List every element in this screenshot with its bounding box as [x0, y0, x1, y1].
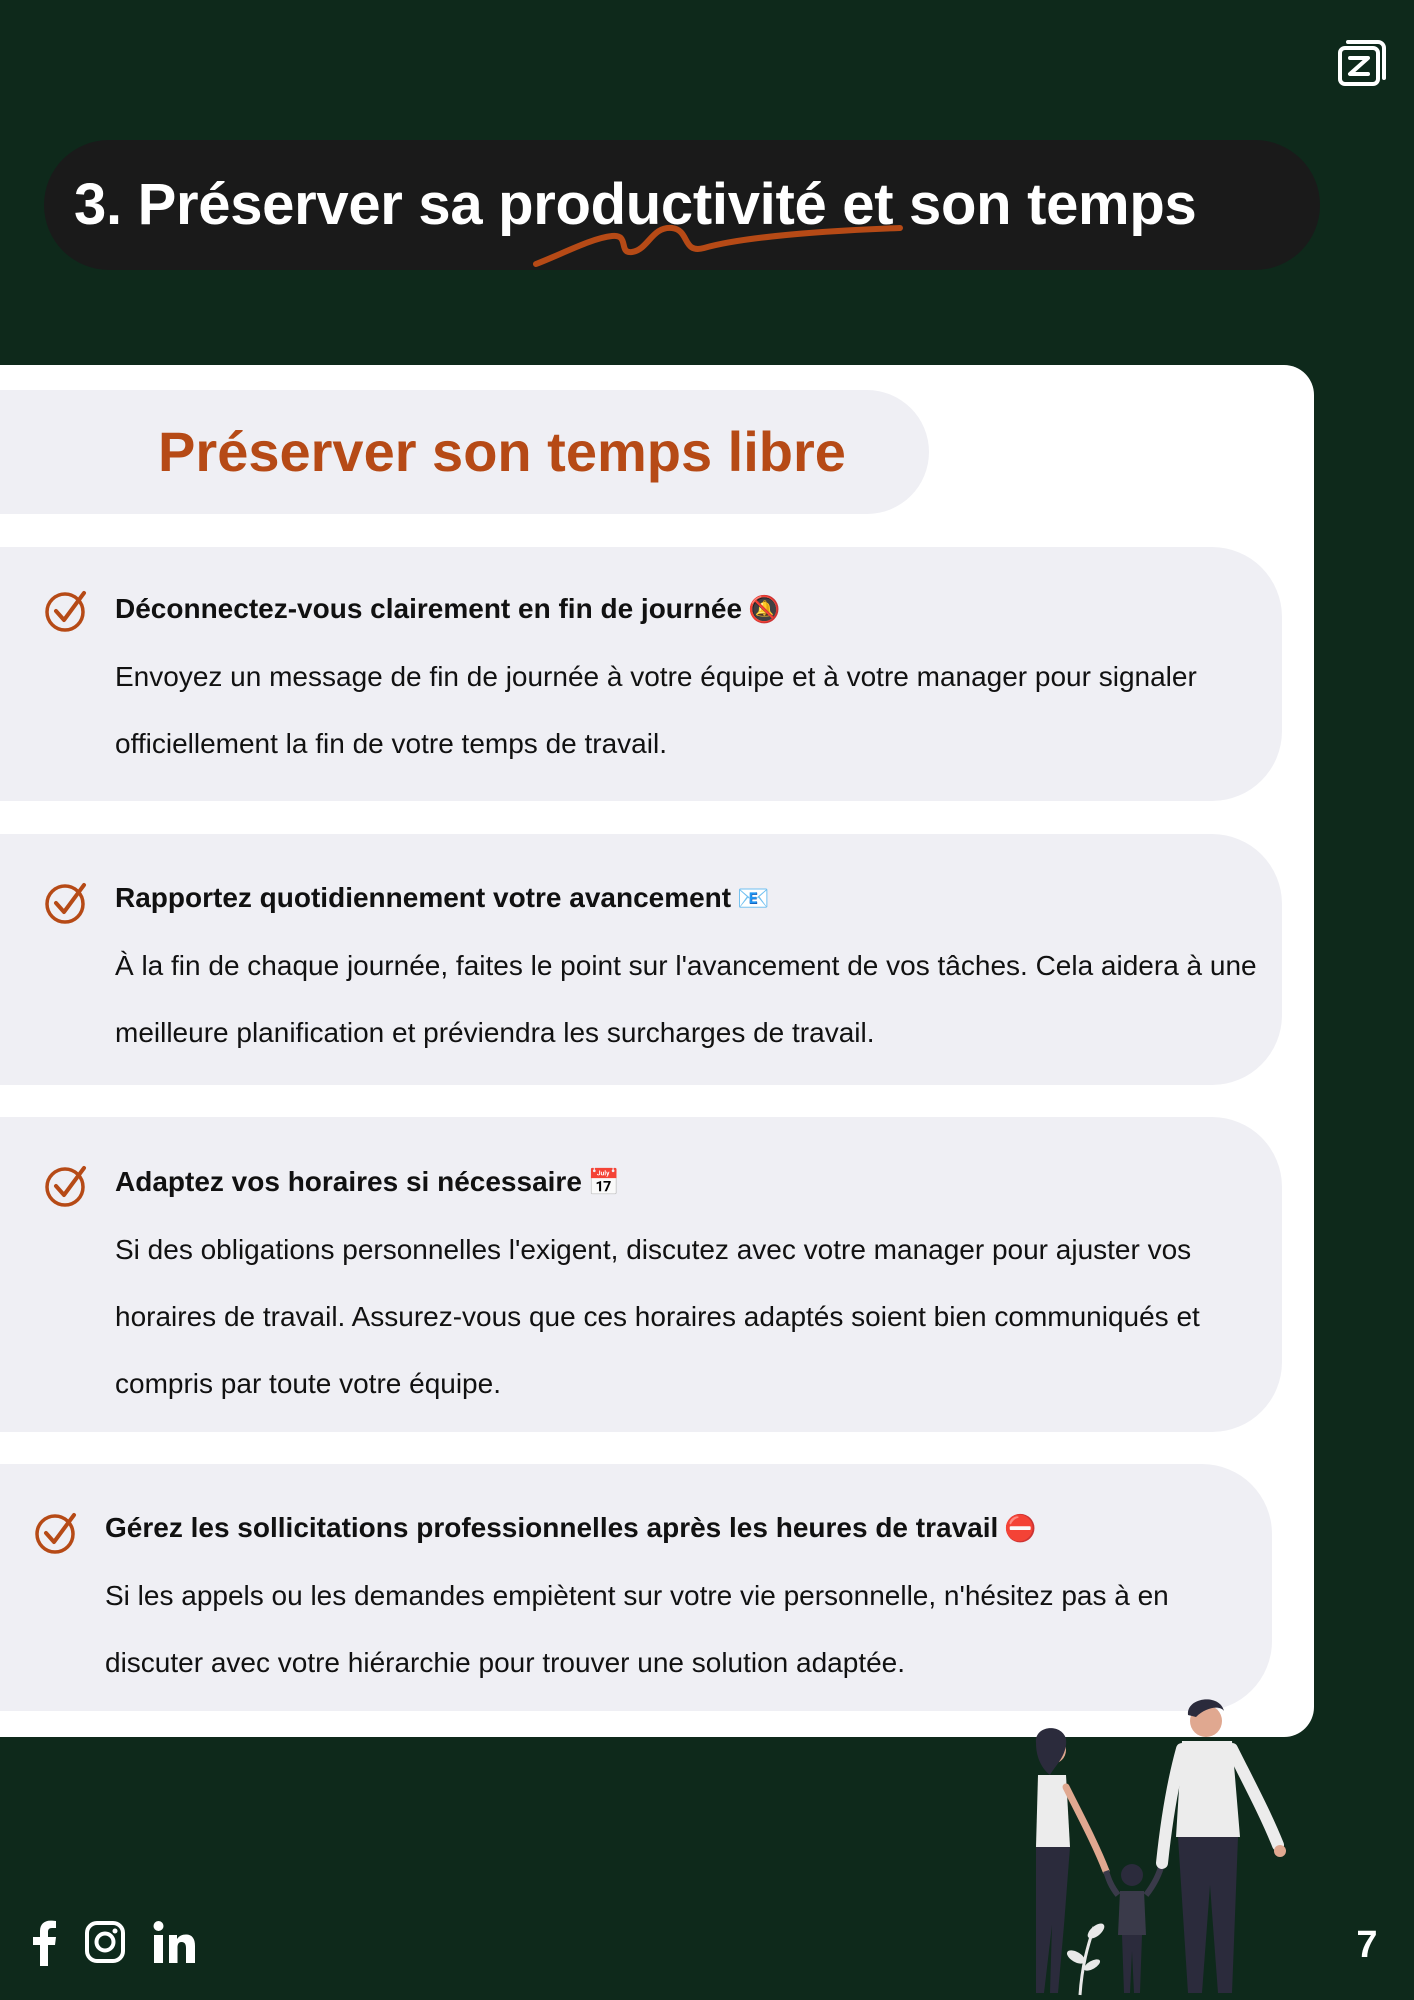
highlight-squiggle-icon: [532, 218, 904, 270]
tip-item: [0, 547, 1282, 801]
facebook-icon[interactable]: [30, 1918, 58, 1966]
tip-title-text: Adaptez vos horaires si nécessaire: [115, 1166, 582, 1197]
tip-title: [115, 1162, 620, 1202]
section-subtitle: Préserver son temps libre: [158, 420, 846, 483]
brand-logo-icon: [1334, 34, 1390, 90]
check-circle-icon: [44, 879, 90, 925]
bell-off-icon: 🔕: [748, 594, 781, 624]
check-circle-icon: [44, 587, 90, 633]
page-title-end: et son temps: [826, 172, 1197, 237]
tip-description: Envoyez un message de fin de journée à votre équipe et à votre manager pour signaler officiellement la fin de votre temps de travail.: [115, 661, 1197, 759]
check-circle-icon: [34, 1509, 80, 1555]
tip-title-text: Déconnectez-vous clairement en fin de journée: [115, 593, 743, 624]
family-illustration-icon: [1010, 1695, 1310, 2000]
tip-item: [0, 834, 1282, 1085]
page-title-highlight: productivité: [498, 172, 827, 237]
check-circle-icon: [44, 1162, 90, 1208]
linkedin-icon[interactable]: [152, 1918, 196, 1966]
no-entry-icon: ⛔: [1004, 1513, 1037, 1543]
tip-description: Si les appels ou les demandes empiètent sur votre vie personnelle, n'hésitez pas à en discuter avec votre hiérarchie pour trouver une solution adaptée.: [105, 1580, 1169, 1678]
tip-title: [115, 589, 780, 629]
page-title-start: 3. Préserver sa: [74, 172, 499, 237]
page-number: 7: [1356, 1924, 1378, 1966]
tip-description: À la fin de chaque journée, faites le point sur l'avancement de vos tâches. Cela aidera à une meilleure planification et préviendra les surcharges de travail.: [115, 950, 1257, 1048]
content-card: [0, 365, 1314, 1737]
tip-item: [0, 1117, 1282, 1432]
calendar-icon: 📅: [587, 1167, 621, 1197]
tip-title: [105, 1508, 1037, 1548]
section-subtitle-banner: [0, 390, 929, 514]
email-icon: 📧: [737, 883, 770, 913]
tip-title-text: Gérez les sollicitations professionnelles après les heures de travail: [105, 1512, 999, 1543]
tip-item: [0, 1464, 1272, 1711]
tip-description: Si des obligations personnelles l'exigent, discutez avec votre manager pour ajuster vos horaires de travail. Assurez-vous que ces horaires adaptés soient bien communiqués et compris par toute votre équipe.: [115, 1234, 1200, 1399]
tip-title: [115, 878, 769, 918]
instagram-icon[interactable]: [84, 1918, 126, 1966]
tip-title-text: Rapportez quotidiennement votre avancement: [115, 882, 732, 913]
